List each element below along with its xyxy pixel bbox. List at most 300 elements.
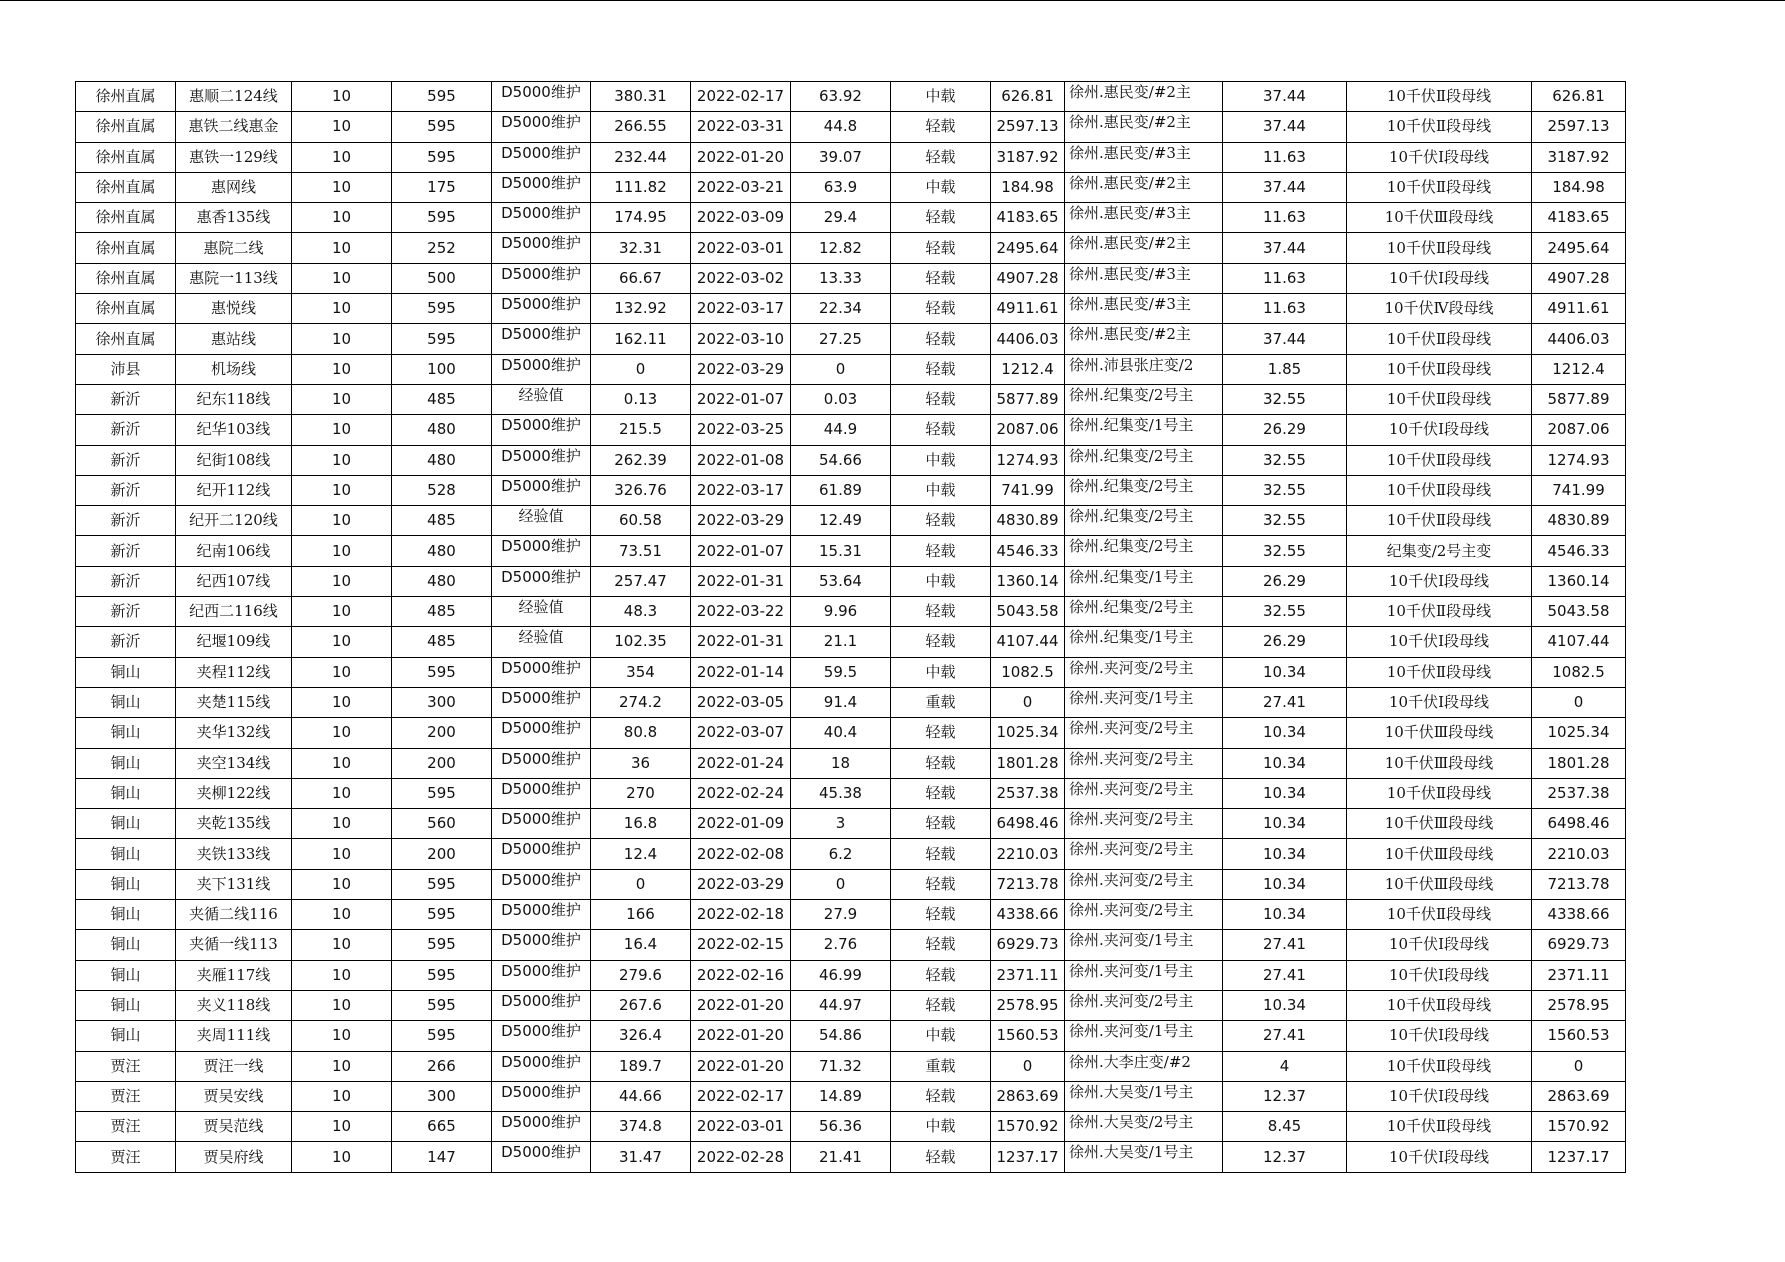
load-rate-cell: 18 (791, 748, 891, 778)
headroom-cell: 2495.64 (991, 233, 1065, 263)
transformer-load-cell: 32.55 (1223, 536, 1347, 566)
busbar-cell: 10千伏Ⅲ段母线 (1347, 809, 1532, 839)
table-row (76, 809, 1626, 839)
voltage-cell: 10 (292, 1051, 392, 1081)
load-level-cell: 轻载 (891, 233, 991, 263)
table-row (76, 1142, 1626, 1172)
voltage-cell: 10 (292, 960, 392, 990)
voltage-cell: 10 (292, 900, 392, 930)
substation-cell: 徐州.大吴变/1号主 (1065, 1142, 1223, 1172)
transformer-load-cell: 10.34 (1223, 869, 1347, 899)
load-rate-cell: 0 (791, 869, 891, 899)
table-row (76, 263, 1626, 293)
headroom-cell: 1570.92 (991, 1112, 1065, 1142)
region-cell: 铜山 (76, 839, 176, 869)
region-cell: 铜山 (76, 869, 176, 899)
date-cell: 2022-03-29 (691, 354, 791, 384)
region-cell: 新沂 (76, 445, 176, 475)
load-level-cell: 轻载 (891, 384, 991, 414)
peak-load-cell: 354 (591, 657, 691, 687)
capacity-cell: 595 (392, 294, 492, 324)
transformer-load-cell: 27.41 (1223, 960, 1347, 990)
load-rate-cell: 9.96 (791, 597, 891, 627)
data-source-cell: D5000维护 (492, 475, 591, 505)
substation-cell: 徐州.夹河变/2号主 (1065, 839, 1223, 869)
data-source-cell: D5000维护 (492, 869, 591, 899)
transformer-load-cell: 32.55 (1223, 506, 1347, 536)
data-source-cell: 经验值 (492, 506, 591, 536)
voltage-cell: 10 (292, 263, 392, 293)
region-cell: 铜山 (76, 657, 176, 687)
headroom-cell: 1025.34 (991, 718, 1065, 748)
load-rate-cell: 54.66 (791, 445, 891, 475)
substation-cell: 徐州.纪集变/2号主 (1065, 384, 1223, 414)
date-cell: 2022-02-18 (691, 900, 791, 930)
data-source-cell: D5000维护 (492, 233, 591, 263)
substation-cell: 徐州.纪集变/2号主 (1065, 597, 1223, 627)
region-cell: 新沂 (76, 506, 176, 536)
busbar-cell: 10千伏Ⅰ段母线 (1347, 415, 1532, 445)
load-rate-cell: 12.49 (791, 506, 891, 536)
load-rate-cell: 44.97 (791, 990, 891, 1020)
capacity-cell: 485 (392, 506, 492, 536)
line-name-cell: 夹柳122线 (176, 778, 292, 808)
transformer-load-cell: 10.34 (1223, 809, 1347, 839)
substation-cell: 徐州.惠民变/#3主 (1065, 142, 1223, 172)
load-rate-cell: 56.36 (791, 1112, 891, 1142)
headroom-cell: 1801.28 (991, 748, 1065, 778)
transformer-load-cell: 32.55 (1223, 597, 1347, 627)
headroom-cell: 4183.65 (991, 203, 1065, 233)
date-cell: 2022-03-05 (691, 687, 791, 717)
busbar-cell: 10千伏Ⅰ段母线 (1347, 960, 1532, 990)
peak-load-cell: 31.47 (591, 1142, 691, 1172)
line-name-cell: 贾吴范线 (176, 1112, 292, 1142)
load-level-cell: 中载 (891, 1112, 991, 1142)
busbar-cell: 10千伏Ⅱ段母线 (1347, 657, 1532, 687)
date-cell: 2022-03-29 (691, 869, 791, 899)
line-name-cell: 纪开112线 (176, 475, 292, 505)
data-source-cell: 经验值 (492, 384, 591, 414)
date-cell: 2022-03-09 (691, 203, 791, 233)
available-capacity-cell: 741.99 (1532, 475, 1626, 505)
busbar-cell: 纪集变/2号主变 (1347, 536, 1532, 566)
date-cell: 2022-03-22 (691, 597, 791, 627)
busbar-cell: 10千伏Ⅲ段母线 (1347, 718, 1532, 748)
region-cell: 新沂 (76, 415, 176, 445)
capacity-cell: 595 (392, 82, 492, 112)
data-source-cell: D5000维护 (492, 809, 591, 839)
capacity-cell: 266 (392, 1051, 492, 1081)
date-cell: 2022-03-10 (691, 324, 791, 354)
region-cell: 徐州直属 (76, 294, 176, 324)
headroom-cell: 7213.78 (991, 869, 1065, 899)
transformer-load-cell: 10.34 (1223, 718, 1347, 748)
load-level-cell: 中载 (891, 1021, 991, 1051)
available-capacity-cell: 1237.17 (1532, 1142, 1626, 1172)
substation-cell: 徐州.沛县张庄变/2 (1065, 354, 1223, 384)
load-level-cell: 轻载 (891, 415, 991, 445)
date-cell: 2022-03-31 (691, 112, 791, 142)
headroom-cell: 4107.44 (991, 627, 1065, 657)
load-rate-cell: 54.86 (791, 1021, 891, 1051)
capacity-cell: 595 (392, 960, 492, 990)
voltage-cell: 10 (292, 597, 392, 627)
data-source-cell: D5000维护 (492, 839, 591, 869)
peak-load-cell: 262.39 (591, 445, 691, 475)
region-cell: 贾汪 (76, 1051, 176, 1081)
data-source-cell: D5000维护 (492, 687, 591, 717)
data-source-cell: D5000维护 (492, 445, 591, 475)
busbar-cell: 10千伏Ⅱ段母线 (1347, 82, 1532, 112)
busbar-cell: 10千伏Ⅰ段母线 (1347, 1142, 1532, 1172)
load-level-cell: 轻载 (891, 263, 991, 293)
line-name-cell: 惠悦线 (176, 294, 292, 324)
available-capacity-cell: 1025.34 (1532, 718, 1626, 748)
table-row (76, 172, 1626, 202)
transformer-load-cell: 12.37 (1223, 1142, 1347, 1172)
peak-load-cell: 374.8 (591, 1112, 691, 1142)
transformer-load-cell: 10.34 (1223, 657, 1347, 687)
available-capacity-cell: 5877.89 (1532, 384, 1626, 414)
headroom-cell: 1212.4 (991, 354, 1065, 384)
date-cell: 2022-03-07 (691, 718, 791, 748)
available-capacity-cell: 2371.11 (1532, 960, 1626, 990)
load-level-cell: 轻载 (891, 203, 991, 233)
line-name-cell: 纪西二116线 (176, 597, 292, 627)
data-source-cell: D5000维护 (492, 657, 591, 687)
headroom-cell: 2537.38 (991, 778, 1065, 808)
data-source-cell: D5000维护 (492, 718, 591, 748)
capacity-cell: 480 (392, 566, 492, 596)
table-row (76, 778, 1626, 808)
capacity-cell: 595 (392, 778, 492, 808)
peak-load-cell: 0 (591, 869, 691, 899)
load-level-cell: 轻载 (891, 627, 991, 657)
region-cell: 铜山 (76, 930, 176, 960)
table-row (76, 900, 1626, 930)
capacity-cell: 595 (392, 900, 492, 930)
busbar-cell: 10千伏Ⅱ段母线 (1347, 172, 1532, 202)
transformer-load-cell: 11.63 (1223, 263, 1347, 293)
peak-load-cell: 326.4 (591, 1021, 691, 1051)
busbar-cell: 10千伏Ⅳ段母线 (1347, 294, 1532, 324)
region-cell: 铜山 (76, 748, 176, 778)
date-cell: 2022-01-20 (691, 1051, 791, 1081)
headroom-cell: 2597.13 (991, 112, 1065, 142)
busbar-cell: 10千伏Ⅱ段母线 (1347, 475, 1532, 505)
capacity-cell: 480 (392, 445, 492, 475)
peak-load-cell: 73.51 (591, 536, 691, 566)
load-rate-cell: 63.9 (791, 172, 891, 202)
table-row (76, 839, 1626, 869)
available-capacity-cell: 184.98 (1532, 172, 1626, 202)
table-row (76, 384, 1626, 414)
line-name-cell: 惠院二线 (176, 233, 292, 263)
line-name-cell: 纪南106线 (176, 536, 292, 566)
transformer-load-cell: 1.85 (1223, 354, 1347, 384)
transformer-load-cell: 11.63 (1223, 294, 1347, 324)
substation-cell: 徐州.纪集变/2号主 (1065, 506, 1223, 536)
load-level-cell: 轻载 (891, 536, 991, 566)
line-name-cell: 惠铁二线惠金 (176, 112, 292, 142)
region-cell: 铜山 (76, 900, 176, 930)
table-row (76, 627, 1626, 657)
load-level-cell: 中载 (891, 566, 991, 596)
capacity-cell: 595 (392, 869, 492, 899)
date-cell: 2022-02-17 (691, 1081, 791, 1111)
date-cell: 2022-02-24 (691, 778, 791, 808)
region-cell: 新沂 (76, 475, 176, 505)
busbar-cell: 10千伏Ⅱ段母线 (1347, 324, 1532, 354)
available-capacity-cell: 4107.44 (1532, 627, 1626, 657)
busbar-cell: 10千伏Ⅰ段母线 (1347, 1081, 1532, 1111)
peak-load-cell: 0.13 (591, 384, 691, 414)
date-cell: 2022-02-16 (691, 960, 791, 990)
headroom-cell: 6498.46 (991, 809, 1065, 839)
load-rate-cell: 21.41 (791, 1142, 891, 1172)
peak-load-cell: 215.5 (591, 415, 691, 445)
voltage-cell: 10 (292, 203, 392, 233)
headroom-cell: 5043.58 (991, 597, 1065, 627)
peak-load-cell: 44.66 (591, 1081, 691, 1111)
capacity-cell: 665 (392, 1112, 492, 1142)
table-row (76, 536, 1626, 566)
peak-load-cell: 32.31 (591, 233, 691, 263)
voltage-cell: 10 (292, 172, 392, 202)
date-cell: 2022-01-09 (691, 809, 791, 839)
region-cell: 铜山 (76, 960, 176, 990)
transformer-load-cell: 10.34 (1223, 900, 1347, 930)
line-name-cell: 纪开二120线 (176, 506, 292, 536)
substation-cell: 徐州.惠民变/#2主 (1065, 82, 1223, 112)
load-level-cell: 中载 (891, 82, 991, 112)
table-row (76, 566, 1626, 596)
table-row (76, 354, 1626, 384)
available-capacity-cell: 1082.5 (1532, 657, 1626, 687)
busbar-cell: 10千伏Ⅱ段母线 (1347, 506, 1532, 536)
load-rate-cell: 2.76 (791, 930, 891, 960)
table-row (76, 687, 1626, 717)
load-rate-cell: 12.82 (791, 233, 891, 263)
date-cell: 2022-01-07 (691, 536, 791, 566)
line-name-cell: 夹乾135线 (176, 809, 292, 839)
region-cell: 新沂 (76, 627, 176, 657)
region-cell: 徐州直属 (76, 142, 176, 172)
capacity-cell: 252 (392, 233, 492, 263)
peak-load-cell: 326.76 (591, 475, 691, 505)
load-rate-cell: 15.31 (791, 536, 891, 566)
table-row (76, 748, 1626, 778)
table-row (76, 1112, 1626, 1142)
peak-load-cell: 257.47 (591, 566, 691, 596)
line-name-cell: 惠香135线 (176, 203, 292, 233)
data-source-cell: D5000维护 (492, 1142, 591, 1172)
headroom-cell: 1274.93 (991, 445, 1065, 475)
date-cell: 2022-01-31 (691, 566, 791, 596)
table-row (76, 445, 1626, 475)
table-row (76, 960, 1626, 990)
substation-cell: 徐州.惠民变/#2主 (1065, 172, 1223, 202)
voltage-cell: 10 (292, 930, 392, 960)
available-capacity-cell: 4911.61 (1532, 294, 1626, 324)
peak-load-cell: 380.31 (591, 82, 691, 112)
load-level-cell: 轻载 (891, 839, 991, 869)
available-capacity-cell: 6498.46 (1532, 809, 1626, 839)
table-row (76, 930, 1626, 960)
transformer-load-cell: 32.55 (1223, 475, 1347, 505)
load-level-cell: 重载 (891, 687, 991, 717)
data-source-cell: D5000维护 (492, 778, 591, 808)
busbar-cell: 10千伏Ⅱ段母线 (1347, 778, 1532, 808)
busbar-cell: 10千伏Ⅰ段母线 (1347, 142, 1532, 172)
table-row (76, 718, 1626, 748)
region-cell: 徐州直属 (76, 112, 176, 142)
data-source-cell: D5000维护 (492, 324, 591, 354)
substation-cell: 徐州.纪集变/1号主 (1065, 566, 1223, 596)
substation-cell: 徐州.大吴变/2号主 (1065, 1112, 1223, 1142)
peak-load-cell: 267.6 (591, 990, 691, 1020)
peak-load-cell: 266.55 (591, 112, 691, 142)
load-rate-cell: 44.9 (791, 415, 891, 445)
voltage-cell: 10 (292, 536, 392, 566)
transformer-load-cell: 10.34 (1223, 748, 1347, 778)
table-row (76, 1021, 1626, 1051)
data-source-cell: 经验值 (492, 597, 591, 627)
transformer-load-cell: 10.34 (1223, 778, 1347, 808)
headroom-cell: 1560.53 (991, 1021, 1065, 1051)
transformer-load-cell: 32.55 (1223, 384, 1347, 414)
region-cell: 铜山 (76, 990, 176, 1020)
data-source-cell: D5000维护 (492, 930, 591, 960)
peak-load-cell: 80.8 (591, 718, 691, 748)
date-cell: 2022-03-17 (691, 475, 791, 505)
region-cell: 徐州直属 (76, 324, 176, 354)
available-capacity-cell: 2578.95 (1532, 990, 1626, 1020)
available-capacity-cell: 2210.03 (1532, 839, 1626, 869)
voltage-cell: 10 (292, 748, 392, 778)
load-rate-cell: 0 (791, 354, 891, 384)
substation-cell: 徐州.惠民变/#3主 (1065, 203, 1223, 233)
line-name-cell: 夹雁117线 (176, 960, 292, 990)
transformer-load-cell: 10.34 (1223, 990, 1347, 1020)
voltage-cell: 10 (292, 566, 392, 596)
headroom-cell: 4338.66 (991, 900, 1065, 930)
capacity-cell: 300 (392, 687, 492, 717)
load-rate-cell: 27.9 (791, 900, 891, 930)
capacity-cell: 595 (392, 1021, 492, 1051)
substation-cell: 徐州.夹河变/2号主 (1065, 778, 1223, 808)
data-source-cell: D5000维护 (492, 566, 591, 596)
table-row (76, 82, 1626, 112)
headroom-cell: 1082.5 (991, 657, 1065, 687)
headroom-cell: 741.99 (991, 475, 1065, 505)
substation-cell: 徐州.夹河变/2号主 (1065, 869, 1223, 899)
load-level-cell: 轻载 (891, 900, 991, 930)
peak-load-cell: 279.6 (591, 960, 691, 990)
capacity-cell: 147 (392, 1142, 492, 1172)
transformer-load-cell: 26.29 (1223, 415, 1347, 445)
voltage-cell: 10 (292, 233, 392, 263)
date-cell: 2022-01-20 (691, 142, 791, 172)
transformer-load-cell: 4 (1223, 1051, 1347, 1081)
date-cell: 2022-02-08 (691, 839, 791, 869)
load-rate-cell: 13.33 (791, 263, 891, 293)
available-capacity-cell: 1570.92 (1532, 1112, 1626, 1142)
substation-cell: 徐州.夹河变/2号主 (1065, 809, 1223, 839)
load-rate-cell: 21.1 (791, 627, 891, 657)
line-name-cell: 纪华103线 (176, 415, 292, 445)
peak-load-cell: 102.35 (591, 627, 691, 657)
capacity-cell: 485 (392, 627, 492, 657)
substation-cell: 徐州.惠民变/#3主 (1065, 294, 1223, 324)
capacity-cell: 200 (392, 748, 492, 778)
load-level-cell: 轻载 (891, 869, 991, 899)
data-source-cell: D5000维护 (492, 990, 591, 1020)
voltage-cell: 10 (292, 445, 392, 475)
load-rate-cell: 46.99 (791, 960, 891, 990)
load-rate-cell: 63.92 (791, 82, 891, 112)
region-cell: 新沂 (76, 597, 176, 627)
substation-cell: 徐州.惠民变/#2主 (1065, 324, 1223, 354)
headroom-cell: 4907.28 (991, 263, 1065, 293)
capacity-cell: 595 (392, 203, 492, 233)
busbar-cell: 10千伏Ⅱ段母线 (1347, 112, 1532, 142)
date-cell: 2022-03-02 (691, 263, 791, 293)
voltage-cell: 10 (292, 475, 392, 505)
substation-cell: 徐州.夹河变/2号主 (1065, 657, 1223, 687)
headroom-cell: 0 (991, 687, 1065, 717)
peak-load-cell: 162.11 (591, 324, 691, 354)
data-source-cell: D5000维护 (492, 1112, 591, 1142)
transformer-load-cell: 10.34 (1223, 839, 1347, 869)
voltage-cell: 10 (292, 82, 392, 112)
load-level-cell: 轻载 (891, 142, 991, 172)
voltage-cell: 10 (292, 718, 392, 748)
load-level-cell: 轻载 (891, 354, 991, 384)
substation-cell: 徐州.纪集变/1号主 (1065, 627, 1223, 657)
peak-load-cell: 48.3 (591, 597, 691, 627)
peak-load-cell: 189.7 (591, 1051, 691, 1081)
line-name-cell: 夹周111线 (176, 1021, 292, 1051)
date-cell: 2022-03-01 (691, 1112, 791, 1142)
headroom-cell: 2210.03 (991, 839, 1065, 869)
peak-load-cell: 111.82 (591, 172, 691, 202)
capacity-cell: 595 (392, 324, 492, 354)
capacity-cell: 595 (392, 990, 492, 1020)
available-capacity-cell: 4907.28 (1532, 263, 1626, 293)
data-source-cell: D5000维护 (492, 1051, 591, 1081)
load-level-cell: 中载 (891, 445, 991, 475)
busbar-cell: 10千伏Ⅱ段母线 (1347, 900, 1532, 930)
peak-load-cell: 12.4 (591, 839, 691, 869)
substation-cell: 徐州.惠民变/#2主 (1065, 112, 1223, 142)
region-cell: 徐州直属 (76, 82, 176, 112)
transformer-load-cell: 37.44 (1223, 82, 1347, 112)
data-source-cell: D5000维护 (492, 1081, 591, 1111)
load-rate-cell: 59.5 (791, 657, 891, 687)
headroom-cell: 4406.03 (991, 324, 1065, 354)
table-row (76, 1051, 1626, 1081)
capacity-cell: 485 (392, 384, 492, 414)
available-capacity-cell: 7213.78 (1532, 869, 1626, 899)
date-cell: 2022-02-15 (691, 930, 791, 960)
substation-cell: 徐州.惠民变/#3主 (1065, 263, 1223, 293)
substation-cell: 徐州.纪集变/1号主 (1065, 415, 1223, 445)
load-rate-cell: 61.89 (791, 475, 891, 505)
headroom-cell: 1360.14 (991, 566, 1065, 596)
headroom-cell: 1237.17 (991, 1142, 1065, 1172)
